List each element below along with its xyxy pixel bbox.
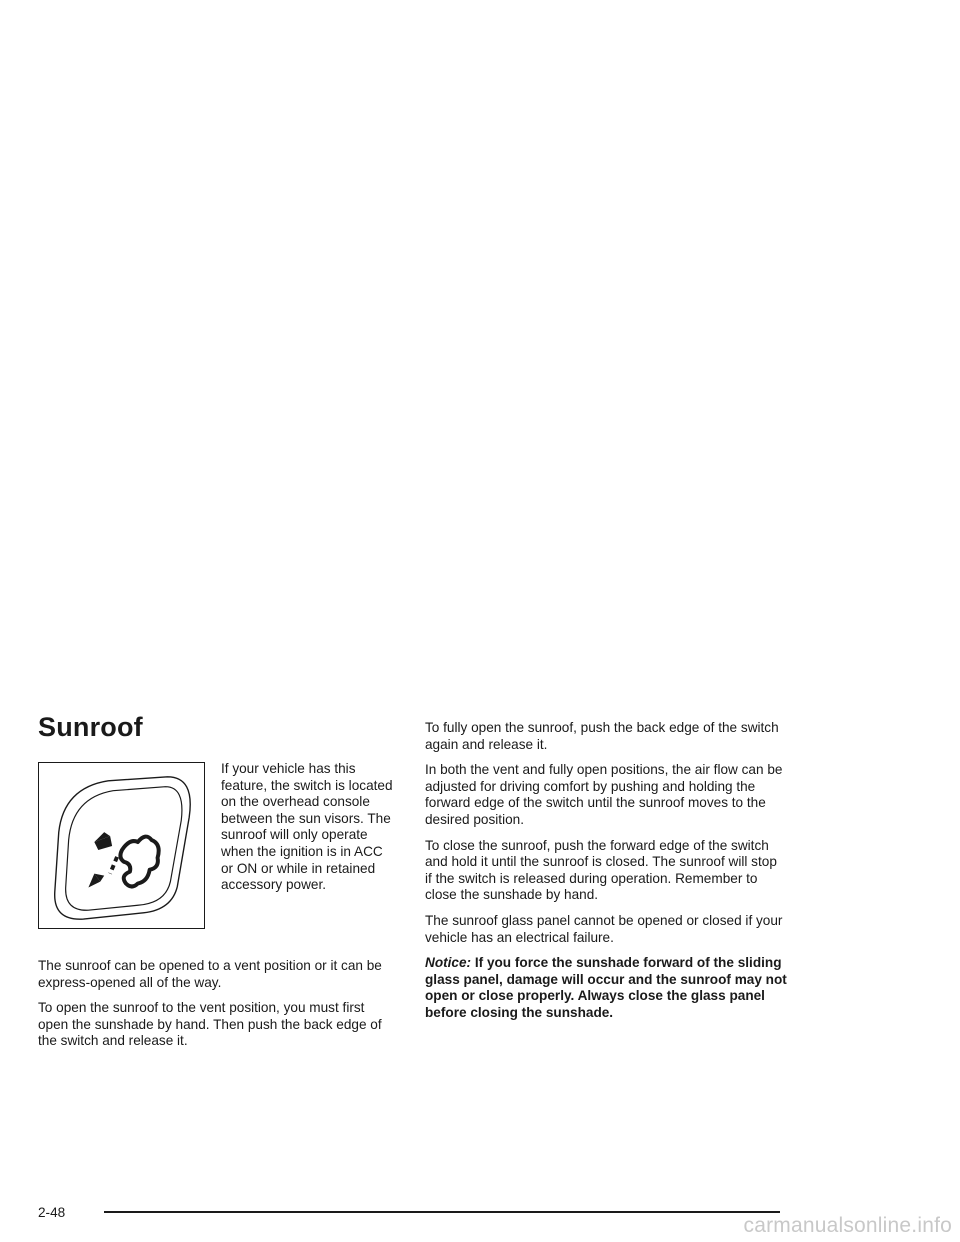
- paragraph-open-vent: To open the sunroof to the vent position, you must first open the sunshade by hand. Then push the back edge of the switch and release it.: [38, 1000, 382, 1049]
- section-title: Sunroof: [38, 712, 143, 742]
- notice-paragraph: [425, 955, 787, 1021]
- notice-text: If you force the sunshade forward of the sliding glass panel, damage will occur and the sunroof may not open or close properly. Always close the glass panel before closing the sunshade.: [425, 955, 787, 1020]
- footer-rule: [104, 1211, 780, 1213]
- page-number: 2-48: [38, 1205, 66, 1220]
- sunroof-switch-illustration-icon: [38, 762, 205, 929]
- paragraph-vent-express: The sunroof can be opened to a vent position or it can be express-opened all of the way.: [38, 958, 382, 990]
- notice-label: Notice:: [425, 955, 472, 971]
- intro-column: [221, 761, 393, 894]
- paragraph-electrical-failure: The sunroof glass panel cannot be opened or closed if your vehicle has an electrical failure.: [425, 912, 783, 945]
- intro-paragraph: If your vehicle has this feature, the switch is located on the overhead console between the sun visors. The sunroof will only operate when the ignition is in ACC or ON or while in retained accessory power.: [221, 761, 393, 893]
- right-column: [425, 720, 787, 1031]
- left-column: [38, 958, 393, 1059]
- paragraph-close: To close the sunroof, push the forward edge of the switch and hold it until the sunroof is closed. The sunroof will stop if the switch is released during operation. Remember to close the sunshade by hand.: [425, 837, 777, 903]
- watermark: carmanualsonline.info: [743, 1214, 952, 1237]
- paragraph-air-flow: In both the vent and fully open positions, the air flow can be adjusted for driving comfort by pushing and holding the forward edge of the switch until the sunroof moves to the desired position.: [425, 762, 783, 827]
- paragraph-fully-open: To fully open the sunroof, push the back edge of the switch again and release it.: [425, 720, 779, 752]
